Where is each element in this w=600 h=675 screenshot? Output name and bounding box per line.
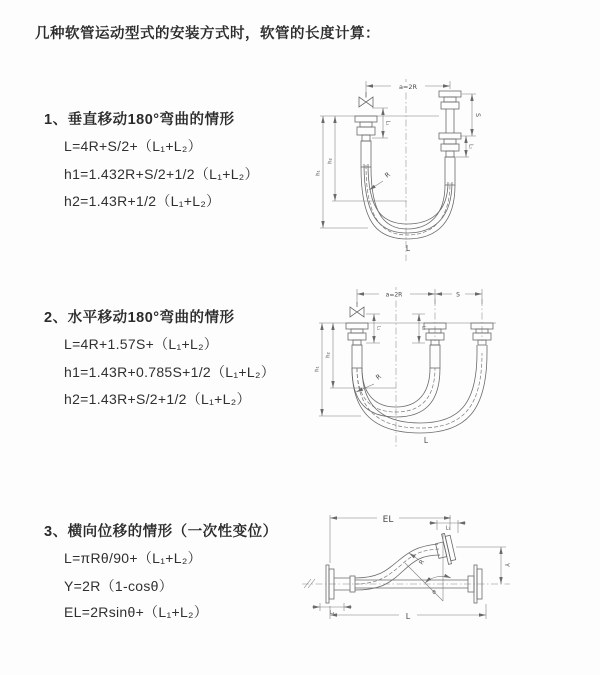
svg-text:θ: θ [432,590,436,596]
formula-line: L=πRθ/90+（L₁+L₂） [64,550,202,566]
document-title: 几种软管运动型式的安装方式时，软管的长度计算： [35,26,380,42]
svg-text:L₂: L₂ [467,144,474,149]
formula-line: Y=2R（1-cosθ） [64,578,174,594]
svg-text:R: R [383,170,392,180]
right-fitting [439,91,461,185]
hose-u-bend [361,164,455,239]
svg-text:L₁: L₁ [375,325,381,331]
svg-text:h₁: h₁ [314,366,321,372]
svg-text:h₂: h₂ [327,158,334,164]
dimension-y [456,547,511,584]
section-2-heading: 2、水平移动180°弯曲的情形 [44,310,235,326]
formula-line: h2=1.43R+S/2+1/2（L₁+L₂） [64,391,251,407]
dimension-h2 [328,116,408,201]
svg-text:S: S [474,113,481,117]
diagram-vertical-180-bend [306,73,596,268]
dimension-h1 [315,323,362,416]
formula-line: L=4R+S/2+（L₁+L₂） [64,138,202,154]
dimension-l2 [412,314,427,343]
formula-line: h1=1.432R+S/2+1/2（L₁+L₂） [64,166,259,182]
svg-text:h₂: h₂ [325,352,332,358]
svg-text:L₂: L₂ [420,325,426,331]
length-label: L [405,244,411,253]
svg-text:L: L [405,612,411,621]
hose-s-curve [355,532,456,590]
section-1-heading: 1、垂直移动180°弯曲的情形 [44,112,235,128]
svg-text:S: S [456,291,460,299]
svg-text:a=2R: a=2R [385,291,403,299]
dimension-a2r [357,289,482,304]
formula-line: EL=2Rsinθ+（L₁+L₂） [64,604,209,620]
dimension-h1 [316,116,369,228]
radius-label [369,170,392,190]
section-3-heading: 3、横向位移的情形（一次性变位） [44,524,278,540]
svg-text:h₁: h₁ [315,170,322,176]
valve-icon [350,302,364,317]
length-label: L [423,436,429,445]
dimension-a2r [366,81,450,98]
svg-text:Y: Y [503,563,511,567]
diagram-horizontal-180-bend [306,281,596,461]
formula-line: h2=1.43R+1/2（L₁+L₂） [64,193,221,209]
angle-theta [405,533,451,601]
dimension-l2 [312,603,352,616]
dimension-s [460,94,481,136]
svg-text:R: R [417,558,427,567]
valve-icon [359,92,373,107]
formula-line: L=4R+1.57S+（L₁+L₂） [64,336,219,352]
svg-text:R: R [374,372,383,382]
svg-text:L₁: L₁ [445,525,451,532]
dimension-l1 [429,520,466,533]
hose-u-bend-moved [352,353,487,433]
left-fitting [346,323,368,368]
svg-text:a=2R: a=2R [398,83,418,91]
left-fitting [355,116,377,167]
svg-text:L₂: L₂ [329,610,335,616]
diagram-lateral-displacement [298,503,598,643]
formula-line: h1=1.43R+0.785S+1/2（L₁+L₂） [64,364,275,380]
svg-text:L₁: L₁ [384,120,391,126]
svg-text:EL: EL [382,515,394,525]
dimension-l [330,604,486,621]
